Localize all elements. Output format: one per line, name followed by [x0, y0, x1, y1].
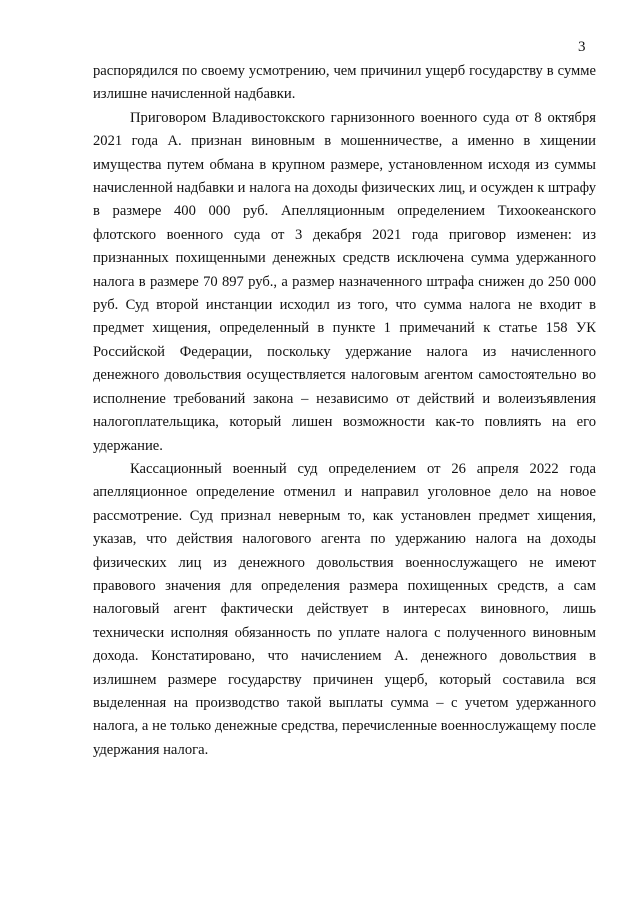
- paragraph-cassation: Кассационный военный суд определением от 26 апреля 2022 года апелляционное определение отменил и направил уголовное дело на новое рассмотрение. Суд признал неверным то, как установлен предмет хищения, указав, что действия налогового агента по удержанию налога на доходы физических лиц из денежного довольствия военнослужащего не имеют правового значения для определения размера похищенных средств, а сам налоговый агент фактически действует в интересах виновного, лишь технически исполняя обязанность по уплате налога с полученного виновным дохода. Констатировано, что начислением А. денежного довольствия в излишнем размере государству причинен ущерб, который составила вся выделенная на производство такой выплаты сумма – с учетом удержанного налога, а не только денежные средства, перечисленные военнослужащему после удержания налога.: [93, 460, 596, 758]
- page-number: 3: [578, 39, 586, 55]
- paragraph-verdict: Приговором Владивостокского гарнизонного военного суда от 8 октября 2021 года А. признан виновным в мошенничестве, а именно в хищении имущества путем обмана в крупном размере, установленном исходя из суммы начисленной надбавки и налога на доходы физических лиц, и осужден к штрафу в размере 400 000 руб. Апелляционным определением Тихоокеанского флотского военного суда от 3 декабря 2021 года приговор изменен: из признанных похищенными денежных средств исключена сумма удержанного налога в размере 70 897 руб., а размер назначенного штрафа снижен до 250 000 руб. Суд второй инстанции исходил из того, что сумма налога не входит в предмет хищения, определенный в пункте 1 примечаний к статье 158 УК Российской Федерации, поскольку удержание налога из начисленного денежного довольствия осуществляется налоговым агентом самостоятельно во исполнение требований закона – независимо от действий и волеизъявления налогоплательщика, который лишен возможности как-то повлиять на его удержание.: [93, 109, 596, 454]
- paragraph-continuation: распорядился по своему усмотрению, чем причинил ущерб государству в сумме излишне начисленной надбавки.: [93, 63, 596, 103]
- document-body: [93, 60, 596, 762]
